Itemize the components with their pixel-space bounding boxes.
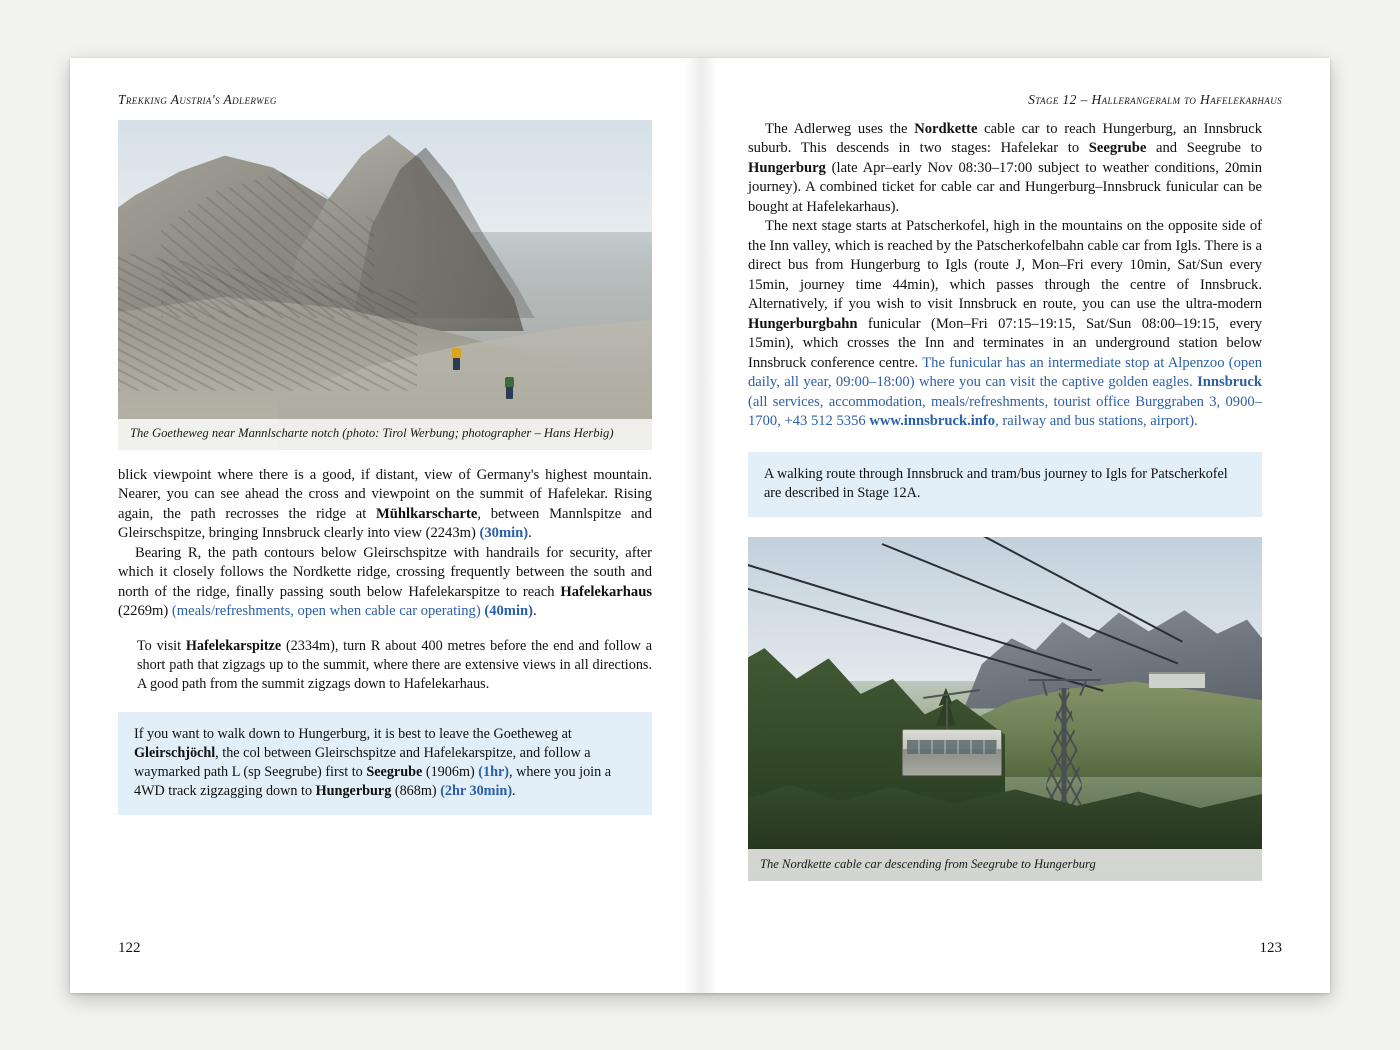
place-name-gleirschjochl: Gleirschjöchl	[134, 744, 216, 761]
website-link-innsbruck[interactable]: www.innsbruck.info	[869, 413, 996, 430]
innsbruck-services-note: (all services, accommodation, meals/refreshments, tourist office Burggraben 3, 0900–1700, +43 512 5356	[748, 393, 1262, 430]
book-spread	[70, 58, 1330, 993]
body-paragraph: The next stage starts at Patscherkofel, high in the mountains on the opposite side of the Inn valley, which is reached by the Patscherkofelbahn cable car from Igls. There is a direct bus from Hungerburg to Igls (route J, Mon–Fri every 10min, Sat/Sun every 15min, journey time 44min), which passes through the centre of Innsbruck. Alternatively, if you wish to visit Innsbruck en route, you can use the ultra-modern Hungerburgbahn funicular (Mon–Fri 07:15–19:15, Sat/Sun 08:00–19:15, every 15min), which crosses the Inn and terminates in an underground station below Innsbruck conference centre. The funicular has an intermediate stop at Alpenzoo (open daily, all year, 09:00–18:00) where you can visit the captive golden eagles. Innsbruck (all services, accommodation, meals/refreshments, tourist office Burggraben 3, 0900–1700, +43 512 5356 www.innsbruck.info, railway and bus stations, airport).	[748, 218, 1262, 430]
right-page	[700, 58, 1330, 993]
body-paragraph: Bearing R, the path contours below Gleirschspitze with handrails for security, after which it closely follows the Nordkette ridge, crossing frequently between the south and north of the ridge, finally passing south below Hafelekarspitze to reach Hafelekarhaus (2269m) (meals/refreshments, open when cable car operating) (40min).	[118, 544, 652, 620]
info-box-hungerburg-descent: If you want to walk down to Hungerburg, it is best to leave the Goetheweg at Gleirschjöchl, the col between Gleirschspitze and Hafelekarspitze, and follow a waymarked path L (sp Seegrube) first to Seegrube (1906m) (1hr), where you join a 4WD track zigzagging down to Hungerburg (868m) (2hr 30min).	[118, 712, 652, 815]
place-name-seegrube: Seegrube	[1088, 140, 1147, 157]
timing-40min: (40min)	[484, 603, 533, 620]
hiker-figure	[505, 377, 514, 399]
gondola-hanger	[946, 698, 948, 732]
left-page-content	[118, 120, 652, 815]
facility-note: (meals/refreshments, open when cable car operating)	[171, 603, 481, 620]
place-name-hafelekarspitze: Hafelekarspitze	[185, 637, 282, 654]
timing-30min: (30min)	[479, 525, 529, 542]
running-head-left: Trekking Austria's Adlerweg	[118, 92, 277, 107]
cable-car-illustration	[748, 537, 1262, 881]
left-page	[70, 58, 700, 993]
running-head-right: Stage 12 – Hallerangeralm to Hafelekarhaus	[1028, 92, 1282, 107]
timing-2hr30min: (2hr 30min)	[440, 782, 513, 799]
indented-note-block: To visit Hafelekarspitze (2334m), turn R about 400 metres before the end and follow a short path that zigzags up to the summit, where there are extensive views in all directions. A good path from the summit zigzags down to Hafelekarhaus.	[137, 637, 652, 692]
alpenzoo-note: The funicular has an intermediate stop at Alpenzoo (open daily, all year, 09:00–18:00) where you can visit the captive golden eagles.	[748, 354, 1262, 391]
place-name-innsbruck: Innsbruck	[1197, 374, 1262, 391]
cable-car-gondola	[902, 729, 1002, 776]
place-name-hafelekarhaus: Hafelekarhaus	[560, 583, 652, 600]
place-name-seegrube: Seegrube	[366, 763, 423, 780]
right-page-content	[748, 120, 1262, 881]
page-number-left: 122	[118, 940, 141, 956]
body-paragraph: The Adlerweg uses the Nordkette cable car to reach Hungerburg, an Innsbruck suburb. This descends in two stages: Hafelekar to Seegrube and Seegrube to Hungerburg (late Apr–early Nov 08:30–17:00 subject to weather conditions, 20min journey). A combined ticket for cable car and Hungerburg–Innsbruck funicular can be bought at Hafelekarhaus).	[748, 121, 1262, 215]
mountain-photo-illustration	[118, 120, 652, 450]
timing-1hr: (1hr)	[478, 763, 509, 780]
innsbruck-services-note-cont: , railway and bus stations, airport).	[995, 413, 1198, 430]
figure-caption: The Goetheweg near Mannlscharte notch (photo: Tirol Werbung; photographer – Hans Herbig)	[118, 419, 652, 450]
place-name-hungerburg: Hungerburg	[748, 159, 826, 176]
place-name-nordkette: Nordkette	[914, 121, 978, 137]
gondola-windows	[907, 740, 997, 754]
transport-name-hungerburgbahn: Hungerburgbahn	[748, 315, 858, 332]
body-paragraph: blick viewpoint where there is a good, if distant, view of Germany's highest mountain. Nearer, you can see ahead the cross and viewpoint on the summit of Hafelekar. Rising again, the path recrosses the ridge at Mühlkarscharte, between Mannlspitze and Gleirschspitze, bringing Innsbruck clearly into view (2243m) (30min).	[118, 467, 652, 542]
figure-caption: The Nordkette cable car descending from Seegrube to Hungerburg	[748, 849, 1262, 881]
place-name-hungerburg: Hungerburg	[315, 782, 392, 799]
page-number-right: 123	[1259, 940, 1282, 956]
figure-goetheweg	[118, 120, 652, 450]
figure-nordkette-cable-car	[748, 537, 1262, 881]
place-name-muhlkarscharte: Mühlkarscharte	[376, 505, 478, 522]
hiker-figure	[452, 348, 461, 370]
info-box-stage-12a: A walking route through Innsbruck and tram/bus journey to Igls for Patscherkofel are described in Stage 12A.	[748, 452, 1262, 517]
hillside-building	[1149, 672, 1206, 688]
